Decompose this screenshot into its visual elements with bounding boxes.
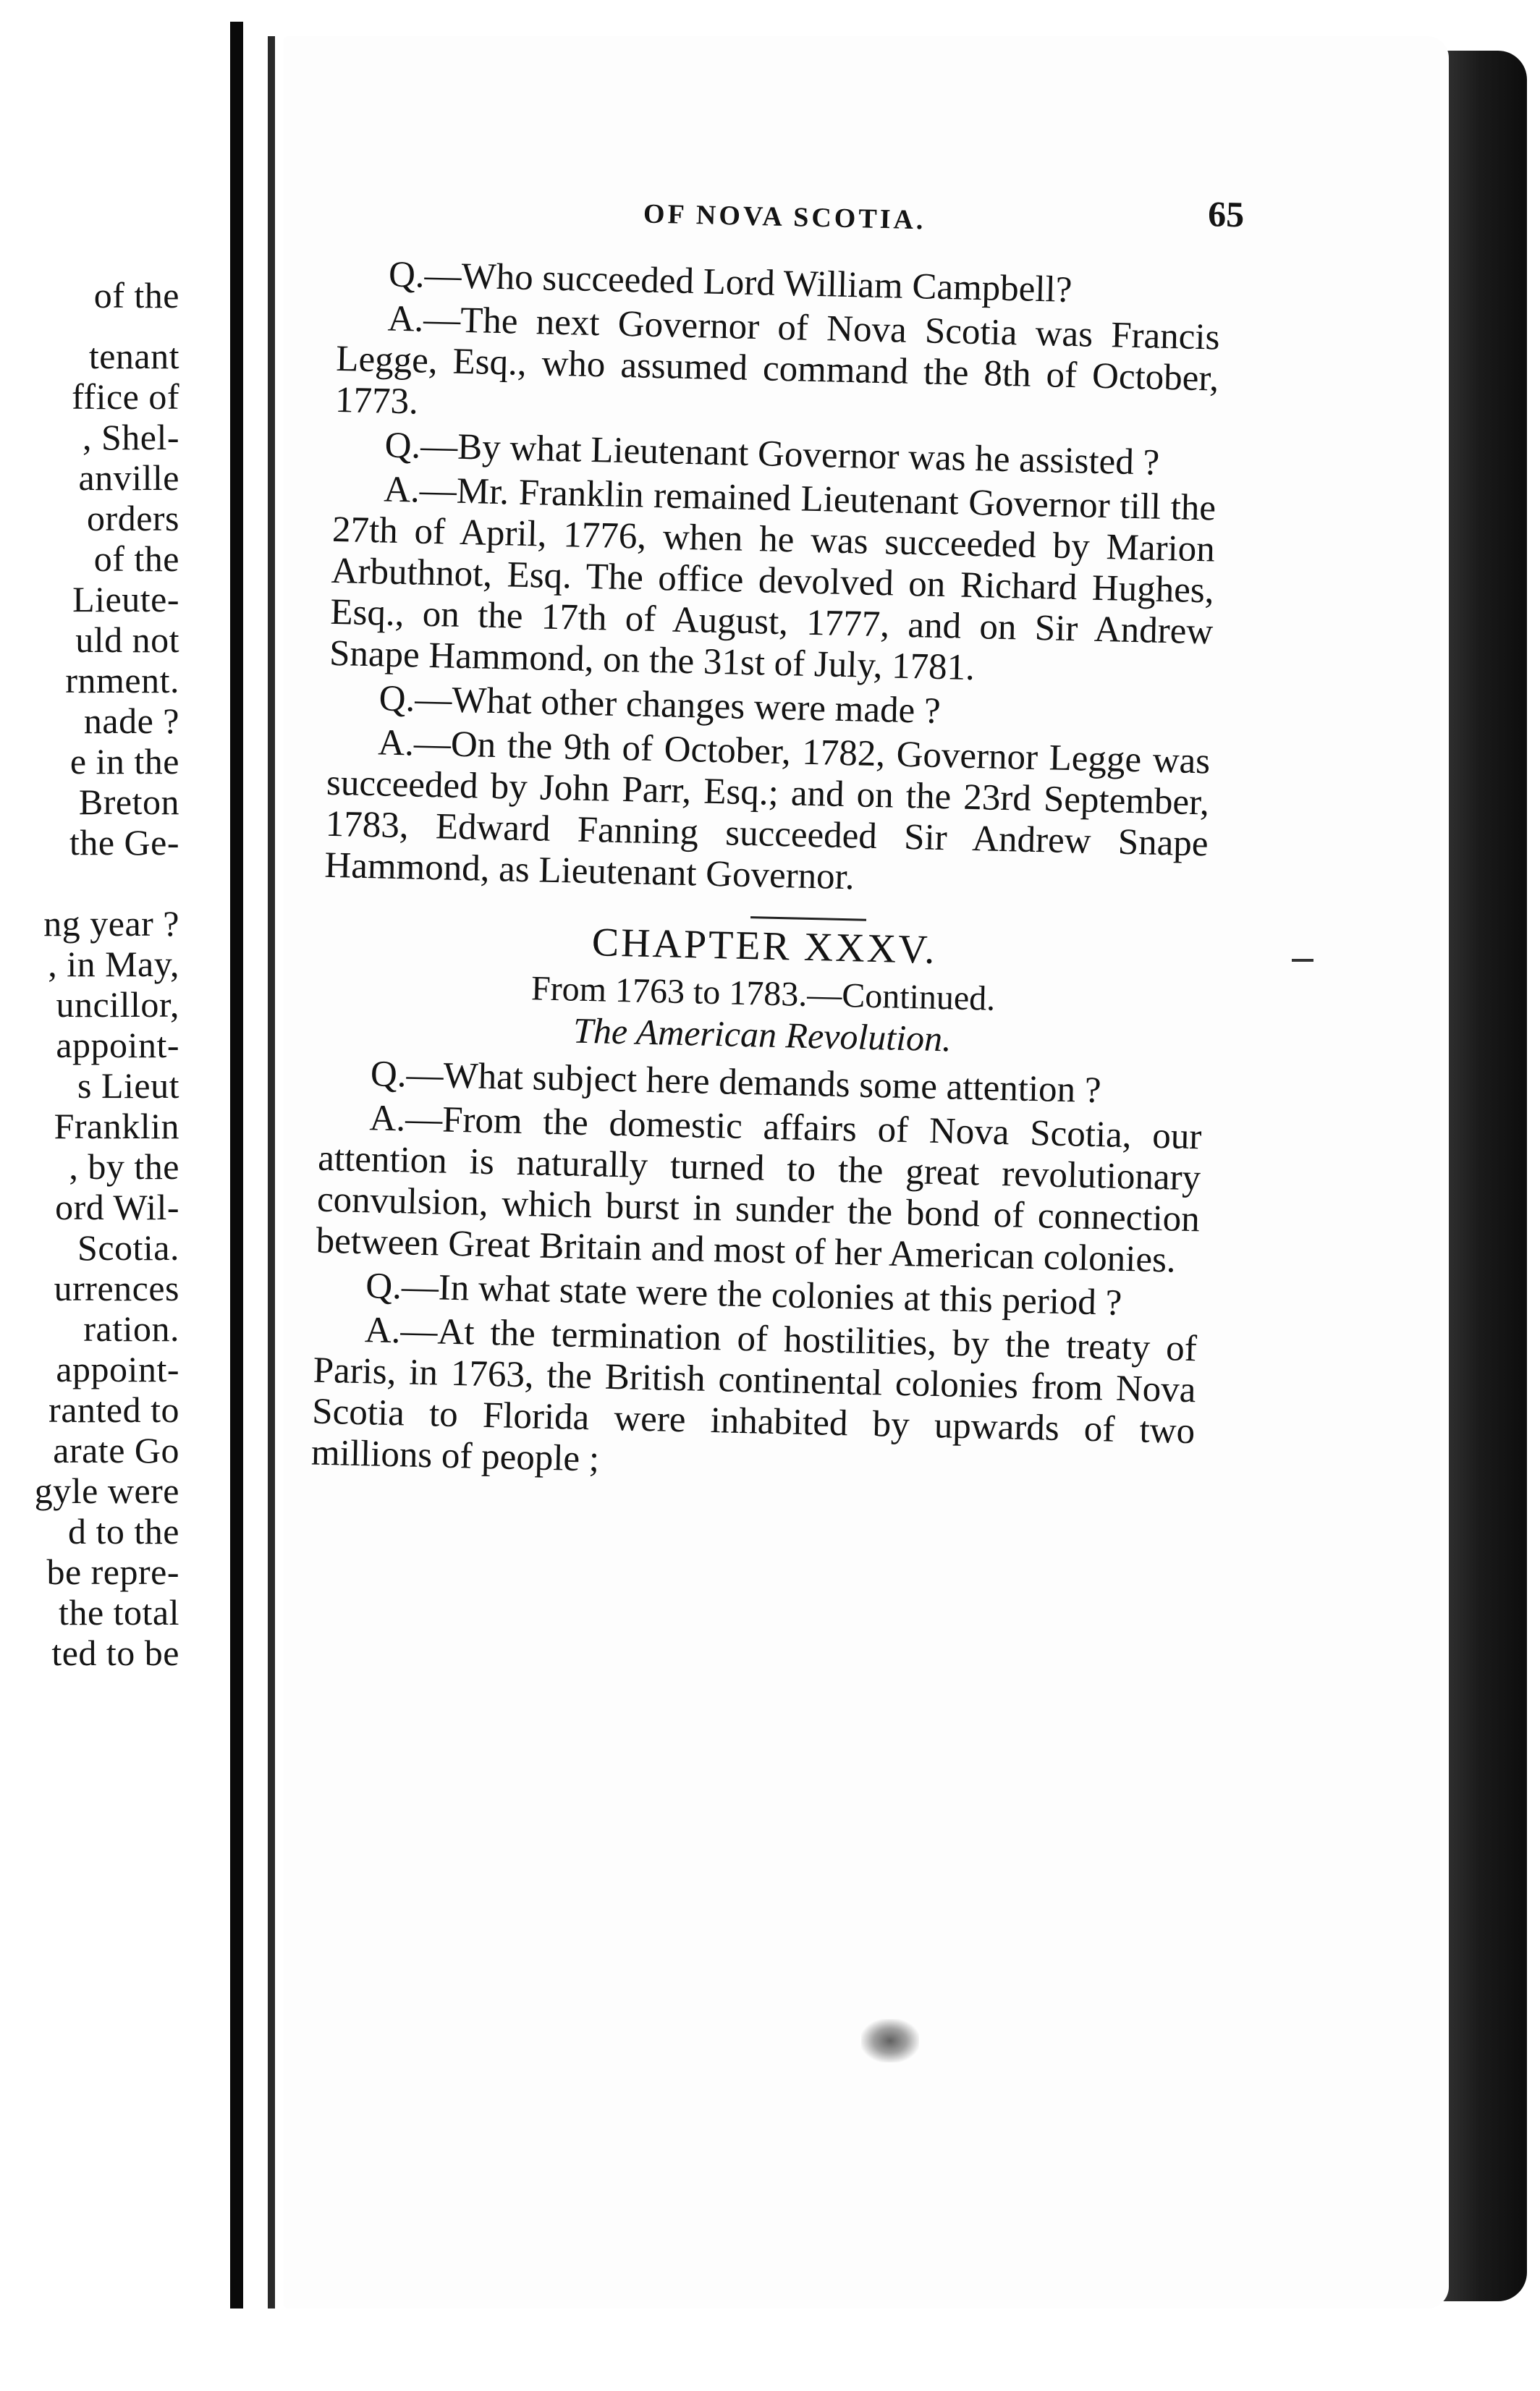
left-line: be repre-: [46, 1552, 179, 1592]
left-line: d to the: [68, 1511, 179, 1552]
left-line: Lieute-: [72, 579, 179, 619]
question: Q.—Who succeeded Lord William Campbell?: [388, 254, 1072, 310]
chapter-topic: The American Revolution.: [572, 1010, 952, 1059]
left-line: appoint-: [56, 1349, 179, 1389]
left-line: ted to be: [51, 1633, 179, 1673]
left-line: of the: [93, 538, 179, 579]
left-line: Breton: [78, 782, 179, 822]
question: Q.—What other changes were made ?: [378, 678, 942, 732]
answer: A.—From the domestic affairs of Nova Scotia, our attention is naturally turned to the great revolutionary convulsion, which burst in sunder the bond of connection between Great Britain and most of her American colonies.: [316, 1098, 1202, 1281]
scan-bottom-margin: [0, 2309, 1540, 2391]
chapter-subtitle: From 1763 to 1783.—Continued.: [530, 969, 996, 1018]
left-line: arate Go: [53, 1430, 179, 1470]
left-line: urrences: [54, 1268, 179, 1308]
left-line: the Ge-: [69, 822, 179, 863]
answer: A.—At the termination of hostilities, by the treaty of Paris, in 1763, the British continental colonies from Nova Scotia to Florida were inhabited by upwards of two millions of people ;: [310, 1310, 1198, 1480]
left-line: [35, 863, 179, 903]
left-line: , by the: [69, 1146, 179, 1187]
left-line: s Lieut: [77, 1065, 179, 1106]
left-line: , in May,: [48, 944, 179, 984]
left-line: e in the: [69, 741, 179, 782]
left-line: Franklin: [54, 1106, 179, 1146]
left-line: appoint-: [56, 1025, 179, 1065]
left-line: ration.: [83, 1308, 179, 1349]
left-line: rnment.: [65, 660, 179, 701]
book-gutter: [230, 22, 243, 2316]
answer: A.—Mr. Franklin remained Lieutenant Governor till the 27th of April, 1776, when he was succeeded by Marion Arbuthnot, Esq. The office devolved on Richard Hughes, Esq., on the 17th of August, 1777, and on Sir Andrew Snape Hammond, on the 31st of July, 1781.: [329, 469, 1217, 689]
book-gutter-shadow: [268, 36, 275, 2316]
answer: A.—On the 9th of October, 1782, Governor Legge was succeeded by John Parr, Esq.; and on the 23rd September, 1783, Edward Fanning succeeded Sir Andrew Snape Hammond, as Lieutenant Governor.: [323, 722, 1211, 898]
page-number: 65: [1207, 193, 1245, 235]
section-divider: [750, 916, 866, 921]
left-line: ffice of: [72, 376, 179, 417]
left-line: anville: [78, 457, 179, 498]
left-line: gyle were: [34, 1470, 179, 1511]
page-content: [310, 181, 1245, 1497]
stray-ink-mark: [1292, 959, 1313, 962]
left-line: nade ?: [83, 701, 179, 741]
question: Q.—What subject here demands some attention ?: [370, 1054, 1102, 1112]
running-head-title: OF NOVA SCOTIA.: [643, 198, 926, 236]
left-page-text: [35, 275, 179, 1673]
left-line: tenant: [88, 336, 179, 376]
answer: A.—The next Governor of Nova Scotia was Francis Legge, Esq., who assumed command the 8th of October, 1773.: [334, 298, 1221, 423]
left-line: ord Wil-: [55, 1187, 179, 1227]
question: Q.—In what state were the colonies at this period ?: [365, 1266, 1122, 1324]
chapter-title: CHAPTER XXXV.: [591, 920, 938, 973]
ink-smudge: [861, 2019, 919, 2062]
left-line: Scotia.: [77, 1227, 179, 1268]
left-page-fragment: [0, 29, 230, 2265]
question: Q.—By what Lieutenant Governor was he assisted ?: [384, 425, 1160, 483]
left-line: of the: [93, 275, 179, 316]
left-line: uld not: [75, 619, 179, 660]
left-line: the total: [59, 1592, 179, 1633]
left-line: uncillor,: [56, 984, 179, 1025]
left-line: orders: [87, 498, 179, 538]
left-line: , Shel-: [82, 417, 179, 457]
left-line: ng year ?: [43, 903, 179, 944]
left-line: ranted to: [48, 1389, 179, 1430]
